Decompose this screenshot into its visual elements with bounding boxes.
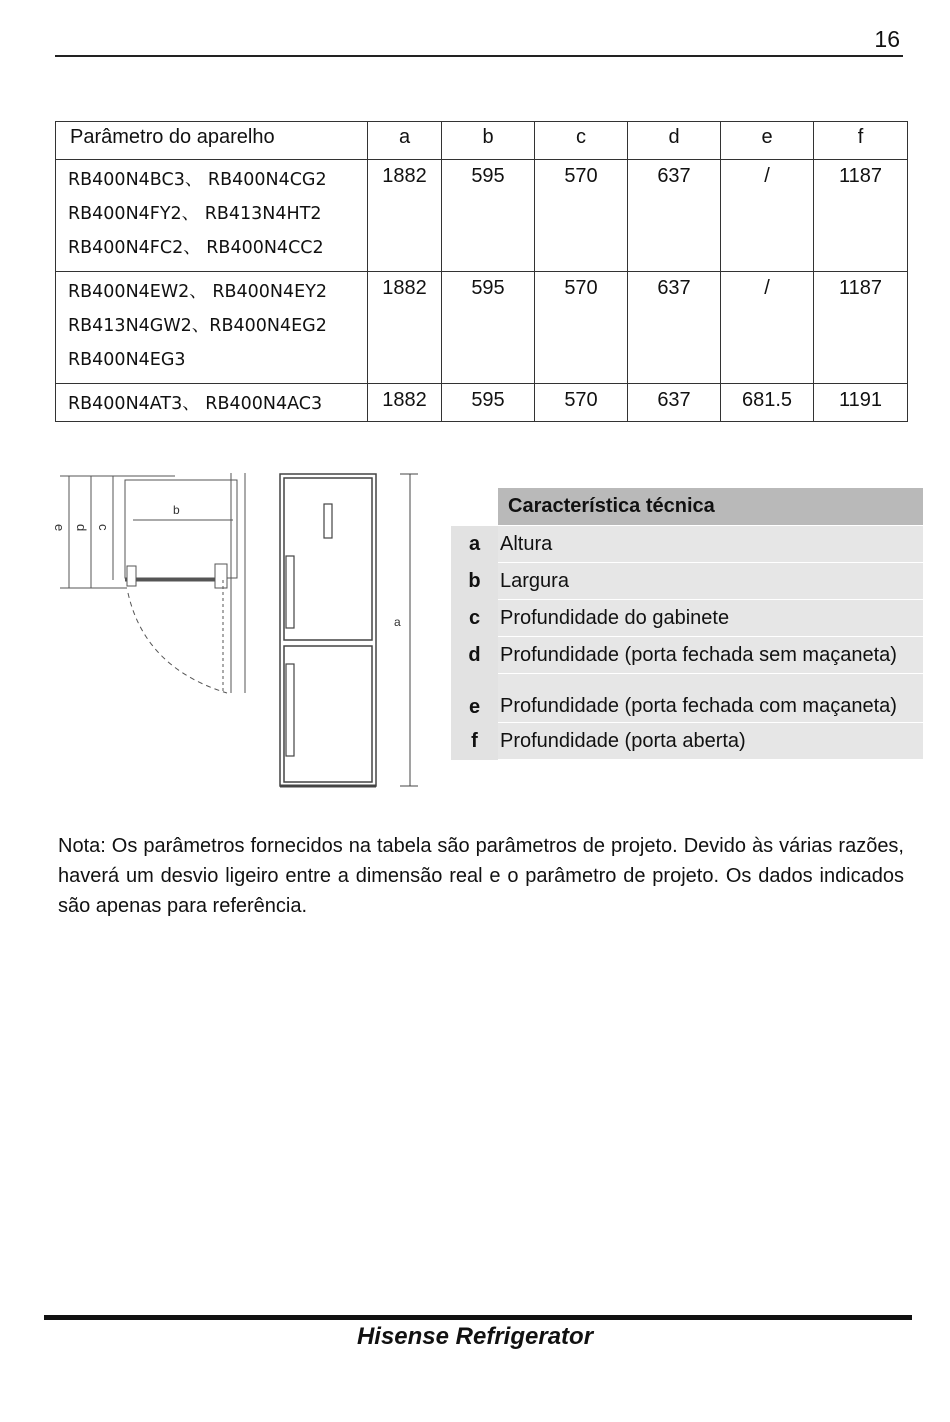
characteristic-text: Largura bbox=[498, 563, 923, 600]
value-a: 1882 bbox=[368, 384, 442, 422]
header-b: b bbox=[442, 122, 535, 160]
dimension-label-d: d bbox=[74, 524, 89, 532]
model-list bbox=[56, 160, 368, 272]
value-d: 637 bbox=[628, 272, 721, 384]
characteristic-letter: b bbox=[451, 563, 498, 600]
value-c: 570 bbox=[535, 272, 628, 384]
characteristic-text: Profundidade do gabinete bbox=[498, 600, 923, 637]
value-f: 1191 bbox=[814, 384, 908, 422]
characteristics-row bbox=[451, 526, 923, 563]
characteristic-letter: e bbox=[451, 674, 498, 723]
dimension-label-c: c bbox=[96, 524, 111, 531]
value-a: 1882 bbox=[368, 272, 442, 384]
parameter-table-header bbox=[56, 122, 908, 160]
value-d: 637 bbox=[628, 160, 721, 272]
header-a: a bbox=[368, 122, 442, 160]
value-c: 570 bbox=[535, 384, 628, 422]
model-name: RB400N4EG3 bbox=[68, 350, 186, 370]
value-e: 681.5 bbox=[721, 384, 814, 422]
characteristic-letter: f bbox=[451, 723, 498, 760]
header-f: f bbox=[814, 122, 908, 160]
characteristics-row bbox=[451, 637, 923, 674]
model-list bbox=[56, 384, 368, 422]
model-name: RB413N4GW2、RB400N4EG2 bbox=[68, 316, 327, 336]
table-row bbox=[56, 272, 908, 384]
header-parameter: Parâmetro do aparelho bbox=[56, 122, 368, 160]
characteristic-letter: c bbox=[451, 600, 498, 637]
value-f: 1187 bbox=[814, 272, 908, 384]
model-name: RB400N4FC2、 RB400N4CC2 bbox=[68, 238, 324, 258]
characteristics-row bbox=[451, 563, 923, 600]
table-row bbox=[56, 384, 908, 422]
value-e: / bbox=[721, 160, 814, 272]
header-d: d bbox=[628, 122, 721, 160]
characteristic-text: Profundidade (porta fechada com maçaneta) bbox=[498, 674, 923, 723]
characteristics-row bbox=[451, 600, 923, 637]
top-view-diagram bbox=[52, 468, 255, 698]
characteristics-header: Característica técnica bbox=[498, 488, 923, 526]
value-e: / bbox=[721, 272, 814, 384]
note-paragraph: Nota: Os parâmetros fornecidos na tabela são parâmetros de projeto. Devido às várias razões, haverá um desvio ligeiro entre a dimensão real e o parâmetro de projeto. Os dados indicados são apenas para referência. bbox=[58, 835, 904, 917]
model-name: RB400N4AT3、 RB400N4AC3 bbox=[68, 394, 323, 414]
value-d: 637 bbox=[628, 384, 721, 422]
dimension-label-a: a bbox=[394, 615, 401, 629]
top-rule bbox=[55, 55, 903, 57]
model-list bbox=[56, 272, 368, 384]
characteristic-text: Profundidade (porta aberta) bbox=[498, 723, 923, 760]
value-a: 1882 bbox=[368, 160, 442, 272]
characteristics-table bbox=[451, 488, 923, 760]
value-b: 595 bbox=[442, 272, 535, 384]
table-row bbox=[56, 160, 908, 272]
model-name: RB400N4FY2、 RB413N4HT2 bbox=[68, 204, 322, 224]
value-b: 595 bbox=[442, 160, 535, 272]
page-number: 16 bbox=[874, 26, 900, 52]
value-b: 595 bbox=[442, 384, 535, 422]
parameter-table bbox=[55, 121, 908, 422]
characteristics-row bbox=[451, 674, 923, 723]
characteristic-text: Profundidade (porta fechada sem maçaneta) bbox=[498, 637, 923, 674]
characteristics-header-row bbox=[451, 488, 923, 526]
value-c: 570 bbox=[535, 160, 628, 272]
characteristic-letter: a bbox=[451, 526, 498, 563]
dimension-label-b: b bbox=[173, 503, 180, 517]
value-f: 1187 bbox=[814, 160, 908, 272]
model-name: RB400N4BC3、 RB400N4CG2 bbox=[68, 170, 327, 190]
characteristic-text: Altura bbox=[498, 526, 923, 563]
header-e: e bbox=[721, 122, 814, 160]
header-c: c bbox=[535, 122, 628, 160]
characteristic-letter: d bbox=[451, 637, 498, 674]
bottom-rule bbox=[44, 1315, 912, 1320]
footer-brand: Hisense Refrigerator bbox=[356, 1323, 594, 1350]
front-view-diagram bbox=[268, 468, 428, 790]
characteristics-row bbox=[451, 723, 923, 760]
dimension-label-e: e bbox=[52, 524, 67, 532]
model-name: RB400N4EW2、 RB400N4EY2 bbox=[68, 282, 328, 302]
